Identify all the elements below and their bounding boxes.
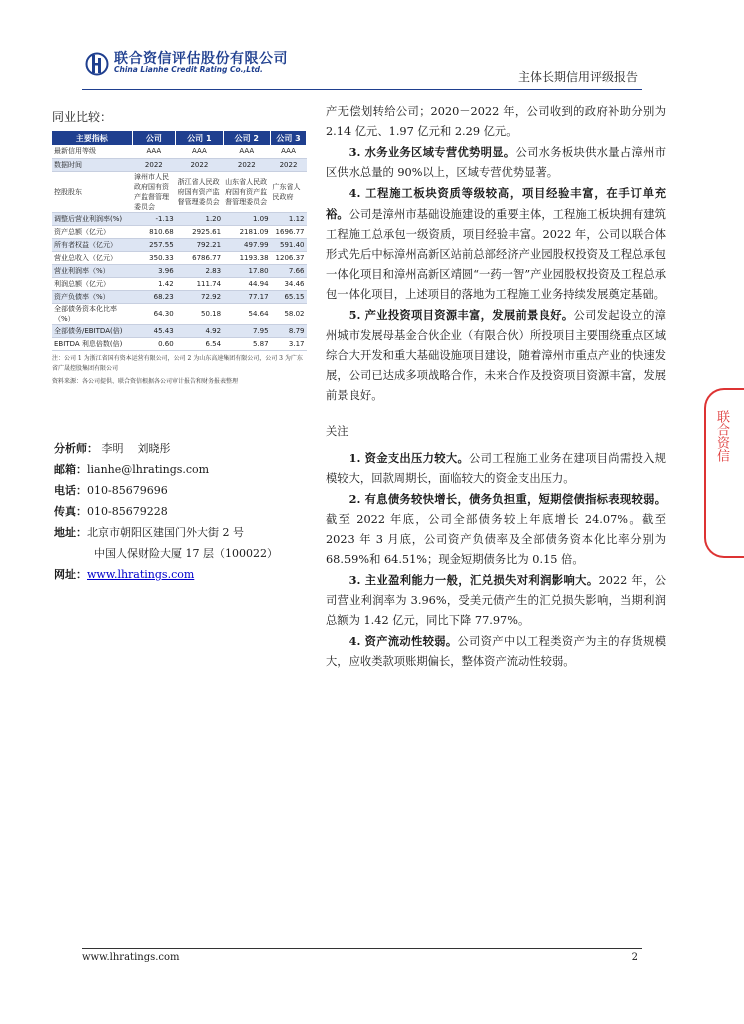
table-row: [52, 158, 307, 171]
value-cell: 3.96: [132, 264, 176, 277]
concern-heading: 2. 有息债务较快增长，债务负担重，短期偿债指标表现较弱。: [348, 492, 666, 506]
value-cell: 2022: [132, 158, 176, 171]
value-cell: 4.92: [176, 324, 223, 337]
strength-4: [326, 183, 666, 305]
table-row: [52, 303, 307, 324]
table-source: 资料来源：各公司提供、联合资信根据各公司审计报告和财务报表整理: [52, 377, 239, 385]
value-cell: 7.66: [271, 264, 307, 277]
fax-line: [54, 501, 314, 522]
table-row: [52, 277, 307, 290]
page-footer: [82, 948, 642, 963]
strength-text: 公司水务板块供水量占漳州市区供水总量的 90%以上，区域专营优势显著。: [326, 146, 666, 179]
concern-text: 公司工程施工业务在建项目尚需投入规模较大，回款周期长，面临较大的资金支出压力。: [326, 452, 666, 485]
table-row: [52, 251, 307, 264]
table-row: [52, 212, 307, 225]
value-cell: 591.40: [271, 238, 307, 251]
value-cell: 68.23: [132, 290, 176, 303]
value-cell: 2022: [176, 158, 223, 171]
page-header: [82, 46, 642, 90]
row-label-cell: 资产负债率（%）: [52, 290, 132, 303]
strength-5: [326, 305, 666, 406]
concern-1: [326, 448, 666, 489]
website-link[interactable]: www.lhratings.com: [87, 568, 195, 581]
row-label-cell: 数据时间: [52, 158, 132, 171]
table-row: [52, 145, 307, 158]
value-cell: 1.09: [223, 212, 270, 225]
value-cell: 72.92: [176, 290, 223, 303]
analyst-label: 分析师：: [54, 442, 98, 455]
analyst-line: [54, 438, 314, 459]
footer-site[interactable]: www.lhratings.com: [82, 952, 180, 963]
value-cell: 1696.77: [271, 225, 307, 238]
value-cell: 山东省人民政府国有资产监督管理委员会: [223, 171, 270, 212]
strength-text: 公司发起设立的漳州城市发展母基金合伙企业（有限合伙）所投项目主要围绕重点区域综合大开发和重大基础设施项目建设，随着漳州市重点产业的快速发展，公司已达成多项战略合作，未来合作及投资项目资源丰富，发展前景良好。: [326, 309, 666, 402]
value-cell: 2181.09: [223, 225, 270, 238]
strength-heading: 3. 水务业务区域专营优势明显。: [348, 145, 516, 159]
value-cell: 50.18: [176, 303, 223, 324]
value-cell: 64.30: [132, 303, 176, 324]
row-label-cell: 营业总收入（亿元）: [52, 251, 132, 264]
value-cell: 1193.38: [223, 251, 270, 264]
address-line: [54, 522, 314, 543]
table-header-cell: 公司 3: [271, 131, 307, 145]
fax-value: 010-85679228: [87, 505, 168, 518]
value-cell: 1.12: [271, 212, 307, 225]
table-row: [52, 238, 307, 251]
lianhe-logo-icon: [86, 50, 108, 78]
web-line: [54, 564, 314, 585]
value-cell: 2.83: [176, 264, 223, 277]
strength-3: [326, 142, 666, 183]
peer-comparison: [52, 108, 312, 387]
concern-heading: 3. 主业盈利能力一般，汇兑损失对利润影响大。: [348, 573, 599, 587]
value-cell: 350.33: [132, 251, 176, 264]
value-cell: 17.80: [223, 264, 270, 277]
value-cell: 3.17: [271, 337, 307, 350]
table-row: [52, 225, 307, 238]
row-label-cell: 资产总额（亿元）: [52, 225, 132, 238]
value-cell: 漳州市人民政府国有资产监督管理委员会: [132, 171, 176, 212]
value-cell: 5.87: [223, 337, 270, 350]
email-value[interactable]: lianhe@lhratings.com: [87, 463, 210, 476]
email-line: [54, 459, 314, 480]
strength-heading: 4. 工程施工板块资质等级较高，项目经验丰富，在手订单充裕。: [326, 186, 666, 221]
concern-heading: 1. 资金支出压力较大。: [348, 451, 470, 465]
value-cell: 1.42: [132, 277, 176, 290]
email-label: 邮箱：: [54, 463, 87, 476]
row-label-cell: 全部债务/EBITDA(倍): [52, 324, 132, 337]
row-label-cell: EBITDA 利息倍数(倍): [52, 337, 132, 350]
strength-text: 公司是漳州市基础设施建设的重要主体，工程施工板块拥有建筑工程施工总承包一级资质，项目经验丰富。2022 年，公司以联合体形式先后中标漳州高新区站前总部经济产业园股权投资及工程总承包一体化项目和漳州高新区靖圆“一药一智”产业园股权投资及工程总承包一体化项目，上述项目的落地为工程施工业务持续发展奠定基础。: [326, 208, 666, 301]
value-cell: 810.68: [132, 225, 176, 238]
concern-title: 关注: [326, 425, 349, 438]
address-label: 地址：: [54, 526, 87, 539]
seal-stamp: [704, 388, 744, 558]
table-header-cell: 主要指标: [52, 131, 132, 145]
row-label-cell: 最新信用等级: [52, 145, 132, 158]
table-row: [52, 171, 307, 212]
value-cell: 44.94: [223, 277, 270, 290]
value-cell: 1.20: [176, 212, 223, 225]
value-cell: 257.55: [132, 238, 176, 251]
report-body: [326, 102, 666, 672]
concern-text: 2022 年，公司营业利润率为 3.96%，受美元债产生的汇兑损失影响，当期利润总额为 1.42 亿元，同比下降 77.97%。: [326, 574, 666, 627]
company-name-cn: 联合资信评估股份有限公司: [114, 51, 288, 67]
value-cell: 111.74: [176, 277, 223, 290]
phone-label: 电话：: [54, 484, 87, 497]
table-row: [52, 290, 307, 303]
address-value-2: 中国人保财险大厦 17 层（100022）: [94, 547, 278, 560]
concern-text: 公司资产中以工程类资产为主的存货规模大，应收类款项账期偏长，整体资产流动性较弱。: [326, 635, 666, 668]
value-cell: 1206.37: [271, 251, 307, 264]
value-cell: 广东省人民政府: [271, 171, 307, 212]
address-value-1: 北京市朝阳区建国门外大街 2 号: [87, 526, 244, 539]
comparison-table: [52, 131, 307, 351]
value-cell: 77.17: [223, 290, 270, 303]
concern-3: [326, 570, 666, 631]
value-cell: AAA: [176, 145, 223, 158]
table-row: [52, 324, 307, 337]
phone-value: 010-85679696: [87, 484, 168, 497]
table-header-cell: 公司: [132, 131, 176, 145]
value-cell: 65.15: [271, 290, 307, 303]
paragraph: 产无偿划转给公司；2020－2022 年，公司收到的政府补助分别为 2.14 亿元、1.97 亿元和 2.29 亿元。: [326, 105, 666, 138]
value-cell: 2925.61: [176, 225, 223, 238]
value-cell: 45.43: [132, 324, 176, 337]
value-cell: 6786.77: [176, 251, 223, 264]
value-cell: AAA: [271, 145, 307, 158]
concern-heading: 4. 资产流动性较弱。: [348, 634, 458, 648]
value-cell: 54.64: [223, 303, 270, 324]
fax-label: 传真：: [54, 505, 87, 518]
table-row: [52, 337, 307, 350]
value-cell: 浙江省人民政府国有资产监督管理委员会: [176, 171, 223, 212]
table-header-cell: 公司 2: [223, 131, 270, 145]
contact-info: [54, 438, 314, 585]
row-label-cell: 全部债务资本化比率（%）: [52, 303, 132, 324]
analyst-names: 李明 刘晓彤: [101, 442, 171, 455]
address-line-2: [54, 543, 314, 564]
web-label: 网址：: [54, 568, 87, 581]
report-type: 主体长期信用评级报告: [517, 70, 638, 84]
value-cell: AAA: [223, 145, 270, 158]
value-cell: 2022: [223, 158, 270, 171]
concern-4: [326, 631, 666, 672]
stamp-text: 联合资信: [714, 410, 729, 462]
value-cell: 497.99: [223, 238, 270, 251]
value-cell: 792.21: [176, 238, 223, 251]
value-cell: AAA: [132, 145, 176, 158]
row-label-cell: 控股股东: [52, 171, 132, 212]
concern-2: [326, 489, 666, 570]
phone-line: [54, 480, 314, 501]
table-header-row: [52, 131, 307, 145]
row-label-cell: 所有者权益（亿元）: [52, 238, 132, 251]
value-cell: 34.46: [271, 277, 307, 290]
value-cell: 7.95: [223, 324, 270, 337]
concern-text: 截至 2022 年底，公司全部债务较上年底增长 24.07%。截至 2023 年 3 月底，公司资产负债率及全部债务资本化比率分别为 68.59%和 64.51%；现金短期债务比为 0.15 倍。: [326, 513, 666, 566]
table-note: 注：公司 1 为浙江省国有资本运营有限公司，公司 2 为山东高速集团有限公司，公司 3 为广东省广晟控股集团有限公司: [52, 354, 303, 372]
value-cell: 6.54: [176, 337, 223, 350]
table-row: [52, 264, 307, 277]
value-cell: 8.79: [271, 324, 307, 337]
table-header-cell: 公司 1: [176, 131, 223, 145]
value-cell: 0.60: [132, 337, 176, 350]
company-name-en: China Lianhe Credit Rating Co.,Ltd.: [114, 65, 263, 74]
value-cell: 2022: [271, 158, 307, 171]
value-cell: 58.02: [271, 303, 307, 324]
row-label-cell: 利润总额（亿元）: [52, 277, 132, 290]
comparison-title: 同业比较：: [52, 110, 113, 124]
value-cell: -1.13: [132, 212, 176, 225]
row-label-cell: 营业利润率（%）: [52, 264, 132, 277]
row-label-cell: 调整后营业利润率(%): [52, 212, 132, 225]
page-number: 2: [631, 952, 638, 963]
strength-heading: 5. 产业投资项目资源丰富，发展前景良好。: [348, 308, 574, 322]
